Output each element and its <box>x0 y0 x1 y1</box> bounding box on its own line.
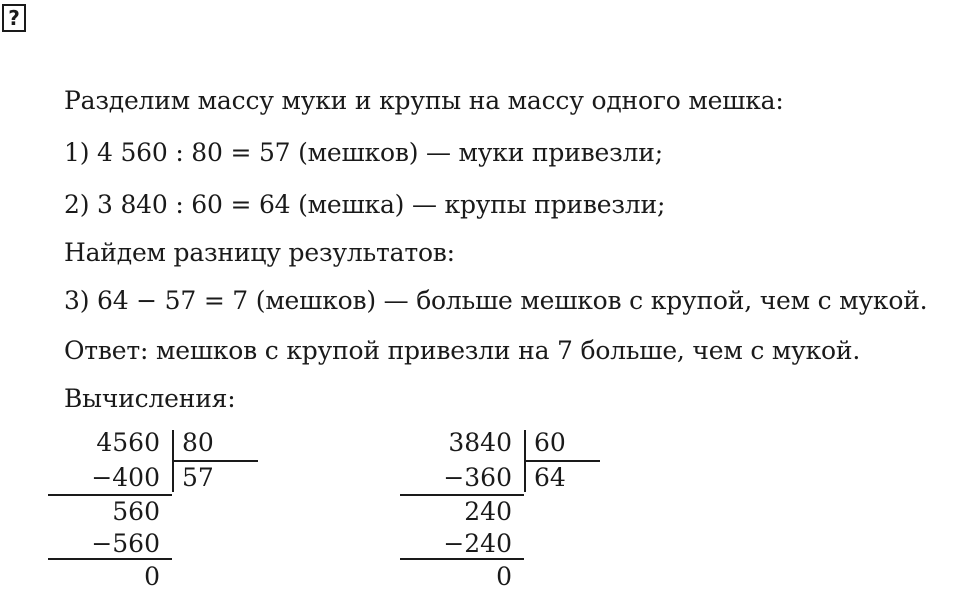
final-remainder: 0 <box>496 562 512 591</box>
divisor: 80 <box>182 428 214 457</box>
calculations-heading: Вычисления: <box>64 384 236 413</box>
subtrahend-1: −360 <box>443 463 512 492</box>
remainder-1: 560 <box>112 497 160 526</box>
step-1-line: 1) 4 560 : 80 = 57 (мешков) — муки привезли; <box>64 138 663 167</box>
divisor-underline <box>172 460 258 462</box>
quotient: 64 <box>534 463 566 492</box>
answer-line: Ответ: мешков с крупой привезли на 7 больше, чем с мукой. <box>64 336 861 365</box>
subtrahend-2: −240 <box>443 529 512 558</box>
help-icon[interactable]: ? <box>2 4 26 32</box>
subtrahend-1: −400 <box>91 463 160 492</box>
subtrahend-2: −560 <box>91 529 160 558</box>
long-division-1 <box>0 428 260 591</box>
long-division-2 <box>352 428 612 591</box>
step-3-line: 3) 64 − 57 = 7 (мешков) — больше мешков с крупой, чем с мукой. <box>64 286 928 315</box>
difference-heading: Найдем разницу результатов: <box>64 238 455 267</box>
divisor-underline <box>524 460 600 462</box>
subtraction-line-1 <box>400 494 524 496</box>
step-2-line: 2) 3 840 : 60 = 64 (мешка) — крупы привезли; <box>64 190 666 219</box>
subtraction-line-1 <box>48 494 172 496</box>
dividend: 3840 <box>448 428 512 457</box>
intro-line: Разделим массу муки и крупы на массу одного мешка: <box>64 86 784 115</box>
subtraction-line-2 <box>400 558 524 560</box>
divisor: 60 <box>534 428 566 457</box>
dividend: 4560 <box>96 428 160 457</box>
quotient: 57 <box>182 463 214 492</box>
final-remainder: 0 <box>144 562 160 591</box>
remainder-1: 240 <box>464 497 512 526</box>
subtraction-line-2 <box>48 558 172 560</box>
